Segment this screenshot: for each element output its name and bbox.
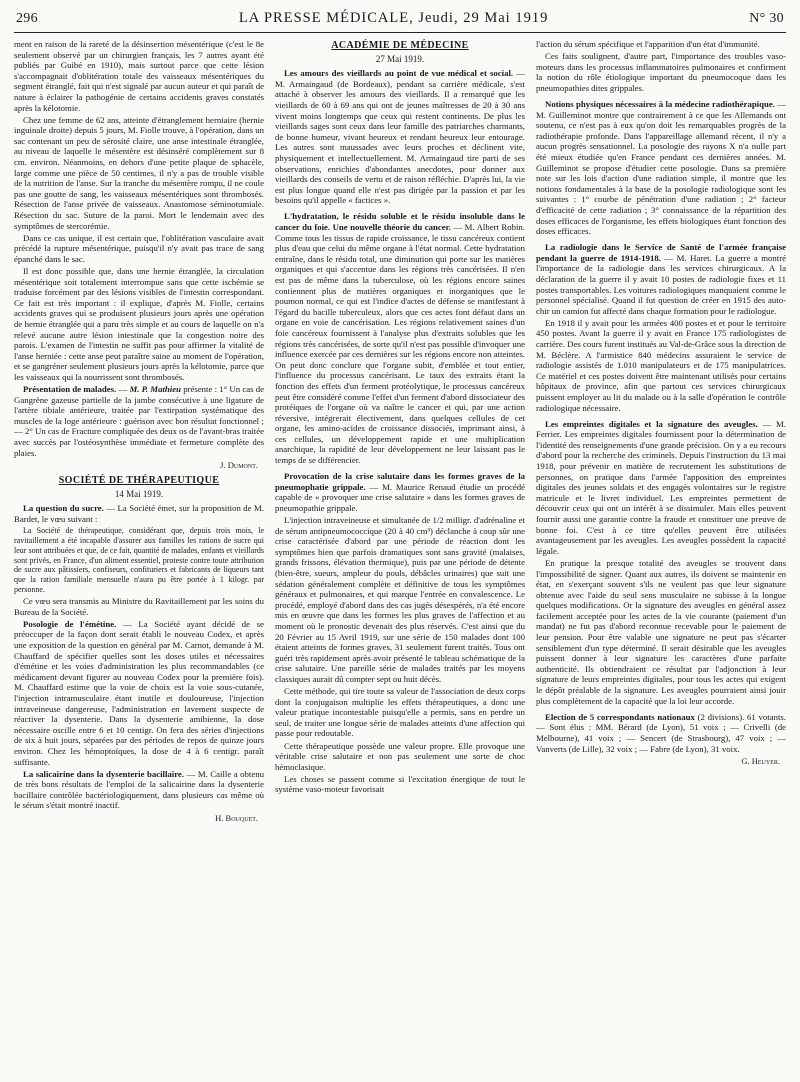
paragraph: l'action du sérum spécifique et l'apparition d'un état d'immunité. (536, 39, 760, 49)
paragraph (536, 99, 786, 237)
paragraph: Dans ce cas unique, il est certain que, l'oblitération vasculaire avait précédé la rupture mésentérique, puisqu'il n'y avait pas trace de sang épanché dans le sac. (14, 232, 264, 264)
section-heading: Les empreintes digitales et la signature des aveugles. (545, 418, 758, 429)
page-number: 296 (16, 11, 38, 26)
paragraph: En 1918 il y avait pour les armées 400 postes et et pour le territoire 450 postes. Avant la guerre il y avait en France 175 radiologistes de carrière. Des cours furent institués au Val-de-Grâce sous la direction de M. Béclère. A l'armistice 840 médecins assuraient le service de radiologie assistés de 1.010 manipulateurs et de 175 manipulatrices. Ce matériel et ces postes doivent être maintenant utilisés pour certains hôpitaux de province, afin que partout ces services chirurgicaux puissent employer au lit du malade ou à la salle d'opération le contrôle radiologique nécessaire. (536, 317, 786, 413)
paragraph: En pratique la presque totalité des aveugles se trouvent dans l'impossibilité de signer. Quant aux autres, ils doivent se maintenir en état, en s'exerçant souvent s'ils ne veulent pas que leur signature obtenue avec l'aide du seul sens musculaire ne subisse à la longue quelques modifications. Or la signature des aveugles en général assez facilement acceptée pour les actes de la vie courante (paiement d'un mandat) ne fut pas d'abord reconnue recevable pour le paiement de leur pension. Pour être valable une signature ne peut pas s'écarter sensiblement d'un type déterminé. Il serait désirable que les aveugles puissent donner à leur signature les caractères d'une parfaite authenticité. Ils obtiendraient ce résultat par l'adjonction à leur signature de leurs empreintes digitales, pour tous les actes qui exigent le dépôt préalable de la signature. Les aveugles pourraient ainsi jouir plus complètement de la capacité que la loi leur accorde. (536, 557, 786, 706)
section-heading: La question du sucre. (23, 503, 104, 514)
paragraph (14, 619, 264, 767)
section-date: 14 Mai 1919. (114, 488, 164, 499)
paragraph-text: — La Société ayant décidé de se préoccuper de la façon dont serait établi le nouveau Codex, et après une exposition de la question en général par M. Carnot, demande à M. Chauffard de spécifier quelles sont les doses utiles et nécessaires d'émétine et les voies d'administration les plus recommandables (ce médicament devant figurer au nouveau Codex pour la première fois). M. Chauffard estime que la voie de choix est la voie sous-cutanée, l'injection intramusculaire étant inutile et douloureuse, l'injection intraveineuse dangereuse, l'administration en lavement suspecte de réactiver la dysenterie. Dans la dysenterie amibienne, la dose nécessaire oscille entre 6 et 10 centigr. On fera des séries d'injections de six à huit jours, séparées par des périodes de repos de quinze jours environ. Chez les hémoptoïques, la dose de 4 à 6 centigr. paraît suffisante. (14, 618, 264, 767)
paragraph-quote: La Société de thérapeutique, considérant que, depuis trois mois, le ravitaillement a été incapable d'assurer aux familles les rations de sucre qui leur sont attribuées et que, de ce fait, quantité de malades, enfants et vieillards sont privés, en France, d'un aliment essentiel, proteste contre toute attribution de sucre aux pâtissiers, confiseurs, confituriers et fabricants de liqueurs tant que la ration familiale mensuelle n'aura pu être portée à 1 kilogr. par personne. (14, 526, 264, 594)
paragraph (14, 503, 264, 524)
section-title: SOCIÉTÉ DE THÉRAPEUTIQUE (58, 475, 220, 487)
paragraph-text: — M. Albert Robin. Comme tous les tissus de rapide croissance, le tissu cancéreux contient plus d'eau que celui du même organe à l'état normal. Cette hydratation entraîne, dans le résidu total, une diminution qui porte sur les matières organiques et qui s'accentue dans les régions très cancérisées. Il n'en est pas de même dans la tuberculose, où les régions encore saines contiennent plus de matières organiques et inorganiques que le poumon normal, ce qui est l'indice d'actes de défense se manifestant à l'égard du bacille tuberculeux, alors que ces actes font défaut dans un organe en voie de cancérisation. Les régions relativement saines d'un foie cancéreux fournissent à l'analyse plus d'extraits solubles que les régions très cancérisées, de sorte qu'il n'est pas possible d'invoquer une influence exercée par ces dernières sur les régions encore non atteintes. On peut donc conclure que l'organe subit, d'emblée et tout entier, l'influence du processus cancérisant. Le taux des extraits étant la fonction des effets d'un ferment protéolytique, le processus cancéreux peut être considéré comme l'effet d'un ferment d'abord dissociateur des protéiques de l'organe où va naître le cancer et qui, par une action réversive, intégrerait électivement, dans quelques cellules de cet organe, les amino-acides de croissance dissociés, imprimant ainsi, à ces cellules, un développement rapide et une multiplication anarchique, la rapidité de leur développement ne leur laissant pas le temps de se différencier. (275, 222, 525, 466)
signature: H. Bouquet. (215, 812, 258, 823)
paragraph (275, 471, 525, 513)
section-heading: Posologie de l'émétine. (23, 618, 117, 629)
issue-number: N° 30 (749, 11, 784, 26)
paragraph: Chez une femme de 62 ans, atteinte d'étranglement herniaire (hernie inguinale droite) depuis 5 jours, M. Fiolle trouve, à l'opération, dans un sac contenant un peu de sérosité claire, une anse intestinale étranglée, au niveau de laquelle le mésentère est désinséré complètement sur 8 cm. environ. Néanmoins, en dehors d'une petite plaque de sphacèle, large comme une pièce de 50 centimes, il n'y a pas de trouble visible de la nutrition de l'anse. Sur la tranche du mésentère rompu, il ne coule pas une goutte de sang, les vaisseaux mésentériques sont thrombosés. Résection de l'anse privée de vaisseaux. Anastomose séminotumiale. Résection du sac. Suture de la paroi. Mort le lendemain avec des symptômes de stercorémie. (14, 114, 264, 231)
paragraph-text: — M. Ferrier. Les empreintes digitales fournissent pour la détermination de l'identité des renseignements d'une grande précision. On y a eu recours d'abord pour la recherche des criminels. Depuis l'instruction du 13 mai 1918, pour prévenir en matière de recrutement les substitutions de personnes, on pratique dans l'armée l'apposition des empreintes digitales des jeunes soldats et des engagés volontaires sur le registre matricule et le livret individuel. Les empreintes permettent de découvrir ceux qui ont un intérêt à se dissimuler. Mais elles peuvent fournir aussi une garantie contre la fraude et constituer une preuve de bonne foi. C'est à ce titre qu'elles peuvent être utilisées avantageusement par les aveugles. Les aveugles possèdent la capacité légale. (536, 418, 786, 556)
paragraph (14, 769, 264, 811)
section-heading: Provocation de la crise salutaire dans les formes graves de la pneumophatie grippale. (275, 471, 525, 492)
paragraph-text: — M. Maurice Renaud étudie un procédé capable de « provoquer une crise salutaire » dans les formes graves de pneumopathie grippale. (275, 481, 525, 513)
section-heading: Présentation de malades. (23, 384, 117, 394)
signature: J. Dumont. (220, 459, 258, 470)
paragraph: Cette thérapeutique possède une valeur propre. Elle provoque une véritable crise salutaire et non pas seulement une sorte de choc hémoclasique. (275, 740, 525, 772)
section-heading: L'hydratation, le résidu soluble et le résidu insoluble dans le cancer du foie. Une nouvelle théorie du cancer. (275, 211, 525, 232)
paragraph-text: — La Société émet, sur la proposition de M. Bardet, le vœu suivant : (14, 503, 264, 525)
paragraph-text: présente : 1° Un cas de Gangrène gazeuse partielle de la jambe consécutive à une ligature de l'artère tibiale antérieure, traitée par l'extirpation systématique des muscles de la loge antérieure : guérison avec bon résultat fonctionnel ; — 2° Un cas de Fracture compliquée des deux os de l'avant-bras traitée avec succès par l'ostéosynthèse immédiate et fermeture complète des plaies. (14, 384, 264, 458)
paragraph-text: — M. Armaingaud (de Bordeaux), pendant sa carrière médicale, s'est attaché à observer les amours des vieillards. Il a remarqué que les vieillards de 60 à 69 ans qui ont de jeunes maîtresses de 20 à 30 ans vivent moins longtemps que ceux qui restent continents. De plus les vieillards sages sont ceux dans leur famille des patriarches charmants, de bonne humeur, vivant heureux et rendant heureux leur entourage. Les autres sont maussades avec leurs proches et déclinent vite, physiquement et intellectuellement. M. Armaingaud tire parti de ses observations, enrichies d'abondantes anecdotes, pour donner aux vieillards des conseils de vertu et de raison réfléchie. D'après lui, la vie est plus longue quand elle n'est pas dirigée par la passion et par les besoins qu'il appelle « factices ». (275, 68, 525, 206)
section-heading: La radiologie dans le Service de Santé de l'armée française pendant la guerre de 1914-1918. (536, 242, 786, 263)
column-2 (275, 39, 525, 1079)
column-1 (14, 39, 264, 1079)
paragraph-text: (2 divisions). 61 votants. — Sont élus : MM. Bérard (de Lyon), 51 voix ; — Crivelli (de Melbourne), 41 voix ; — Sencert (de Strasbourg), 47 voix ; — Vanverts (de Lille), 32 voix ; — Fabre (de Lyon), 31 voix. (536, 711, 786, 754)
paragraph (275, 211, 525, 465)
section-title: ACADÉMIE DE MÉDECINE (331, 40, 469, 51)
paragraph-presentation: Présentation de malades. — M. P. Mathieu présente : 1° Un cas de Gangrène gazeuse partielle de la jambe consécutive à une ligature de l'artère tibiale antérieure, traitée par l'extirpation systématique des muscles de la loge antérieure : guérison avec bon résultat fonctionnel ; — 2° Un cas de Fracture compliquée des deux os de l'avant-bras traitée avec succès par l'ostéosynthèse immédiate et fermeture complète des plaies. (14, 384, 264, 458)
paragraph-text: — M. Haret. La guerre a montré l'importance de la radiologie dans les services chirurgicaux. A la déclaration de la guerre il y avait 10 postes de radiologie fixes et 11 postes transportables. Les voitures radiologiques manquaient comme le personnel spécialisé. Quand il fut question de créer en 1915 des auto-chir un camion fut affecté dans chaque formation pour le radiologue. (536, 252, 786, 316)
section-heading: La salicairine dans la dysenterie bacillaire. (23, 768, 185, 779)
section-heading: Election de 5 correspondants nationaux (545, 711, 695, 722)
paragraph: Ces faits soulignent, d'autre part, l'importance des troubles vaso-moteurs dans les processus inflammatoires pulmonaires et confirment la notion du rôle étiologique important du pneumocoque dans les pneumopathies dites grippales. (536, 51, 786, 93)
paragraph-text: — M. Caille a obtenu de très bons résultats de l'emploi de la salicairine dans la dysenterie bacillaire contrôlée bactériologiquement, dans plusieurs cas même où le sérum s'était montré inactif. (14, 768, 264, 811)
author-name: M. P. Mathieu (129, 384, 181, 394)
paragraph (275, 68, 525, 206)
paragraph: Cette méthode, qui tire toute sa valeur de l'association de deux corps dont la conjugaison multiplie les effets thérapeutiques, a donc une valeur pratique incontestable puisqu'elle a permis, sans en perdre un seul, de traiter une longue série de malades atteints d'une affection qui passe pour redoutable. (275, 686, 525, 739)
column-3 (536, 39, 786, 1079)
signature: G. Heuyer. (741, 755, 780, 766)
paragraph (536, 712, 786, 754)
paragraph-text: — M. Guilleminot montre que contrairement à ce que les Allemands ont soutenu, ce n'est pas à eux qu'on doit les remarquables progrès de la radiothérapie profonde. Dans l'appareillage allemand récent, il n'y a aucun progrès sensationnel. La posologie des rayons X n'a nulle part été mieux étudiée qu'en France pendant ces dernières années. M. Guilleminot se propose d'étudier cette posologie. Dans sa première note sur les lois d'action d'une radiation simple, il montre que les notions fondamentales à la base de la posologie radiologique sont les suivantes : 1° courbe de pénétration d'une radiation ; 2° facteur d'efficacité de cette radiation ; 3° connaissance de la répartition des doses efficaces de l'organisme, les effets biologiques étant fonction des doses efficaces. (536, 98, 786, 237)
paragraph: Les choses se passent comme si l'excitation énergique de tout le système vaso-moteur favorisait (275, 773, 525, 795)
section-heading: Notions physiques nécessaires à la médecine radiothérapique. (545, 98, 775, 109)
paragraph: Il est donc possible que, dans une hernie étranglée, la circulation mésentérique soit totalement interrompue sans que cette ischémie se traduise forcément par des lésions visibles de l'intestin correspondant. Ce fait est très important : il explique, d'après M. Fiolle, certains accidents graves qui se produisent plusieurs jours après une opération de hernie étranglée qui a paru très simple et au cours de laquelle on n'a relevé aucune autre lésion intestinale que la congestion noire des parois. L'examen de l'intestin ne suffit pas pour affirmer la vitalité de l'anse herniée : cette anse peut paraître saine au moment de l'opération, et se gangréner seulement plusieurs jours après la kélotomie, parce que les vaisseaux qui la nourrissent sont thrombosés. (14, 265, 264, 382)
journal-title: LA PRESSE MÉDICALE, Jeudi, 29 Mai 1919 (238, 10, 549, 26)
page-header (14, 10, 786, 33)
paragraph: Ce vœu sera transmis au Ministre du Ravitaillement par les soins du Bureau de la Société. (14, 596, 264, 617)
paragraph (536, 419, 786, 557)
paragraph: ment en raison de la rareté de la désinsertion mésentérique (c'est le 8e seulement observé par un chirurgien français, les 7 autres ayant été publiés par Guibé en 1910), mais surtout parce que cette lésion s'accompagnait d'oblitération totale des vaisseaux mésentériques du segment étranglé, fait qui n'est signalé par aucun auteur et qui paraît de nature à éclairer la pathogénie de certains accidents graves constatés après la kélotomie. (14, 39, 264, 113)
section-date: 27 Mai 1919. (375, 53, 425, 64)
paragraph (536, 242, 786, 316)
section-heading: Les amours des vieillards au point de vue médical et social. (284, 68, 514, 79)
paragraph: L'injection intraveineuse et simultanée de 1/2 milligr. d'adrénaline et de sérum antipneumococcique (20 à 40 cm³) déclanche à coup sûr une crise caractérisée d'abord par une période de réaction dont les symptômes bien que parfois dramatiques sont sans gravité (malaises, grands frissons, élévation thermique), puis par une période de détente (bien-être, sueurs, ampleur du pouls, débâcles urinaires) que suit une sédation généralement complète et définitive de tous les symptômes généraux et pulmonaires, et qui marque l'entrée en convalescence. Le procédé, employé d'abord dans des cas jugés désespérés, n'a été encore mis en œuvre que dans les formes les plus graves de l'affection et au moment où le pronostic devenait des plus réservés. C'est ainsi que du 20 Février au 15 Avril 1919, sur une série de 150 malades dont 100 étaient atteints de formes graves, 31 seulement furent traités. Tous ont guéri très rapidement après avoir présenté le tableau schématique de la crise salutaire. Une pareille série de malades traités par les moyens classiques aurait dû compter sept ou huit décès. (275, 515, 525, 684)
